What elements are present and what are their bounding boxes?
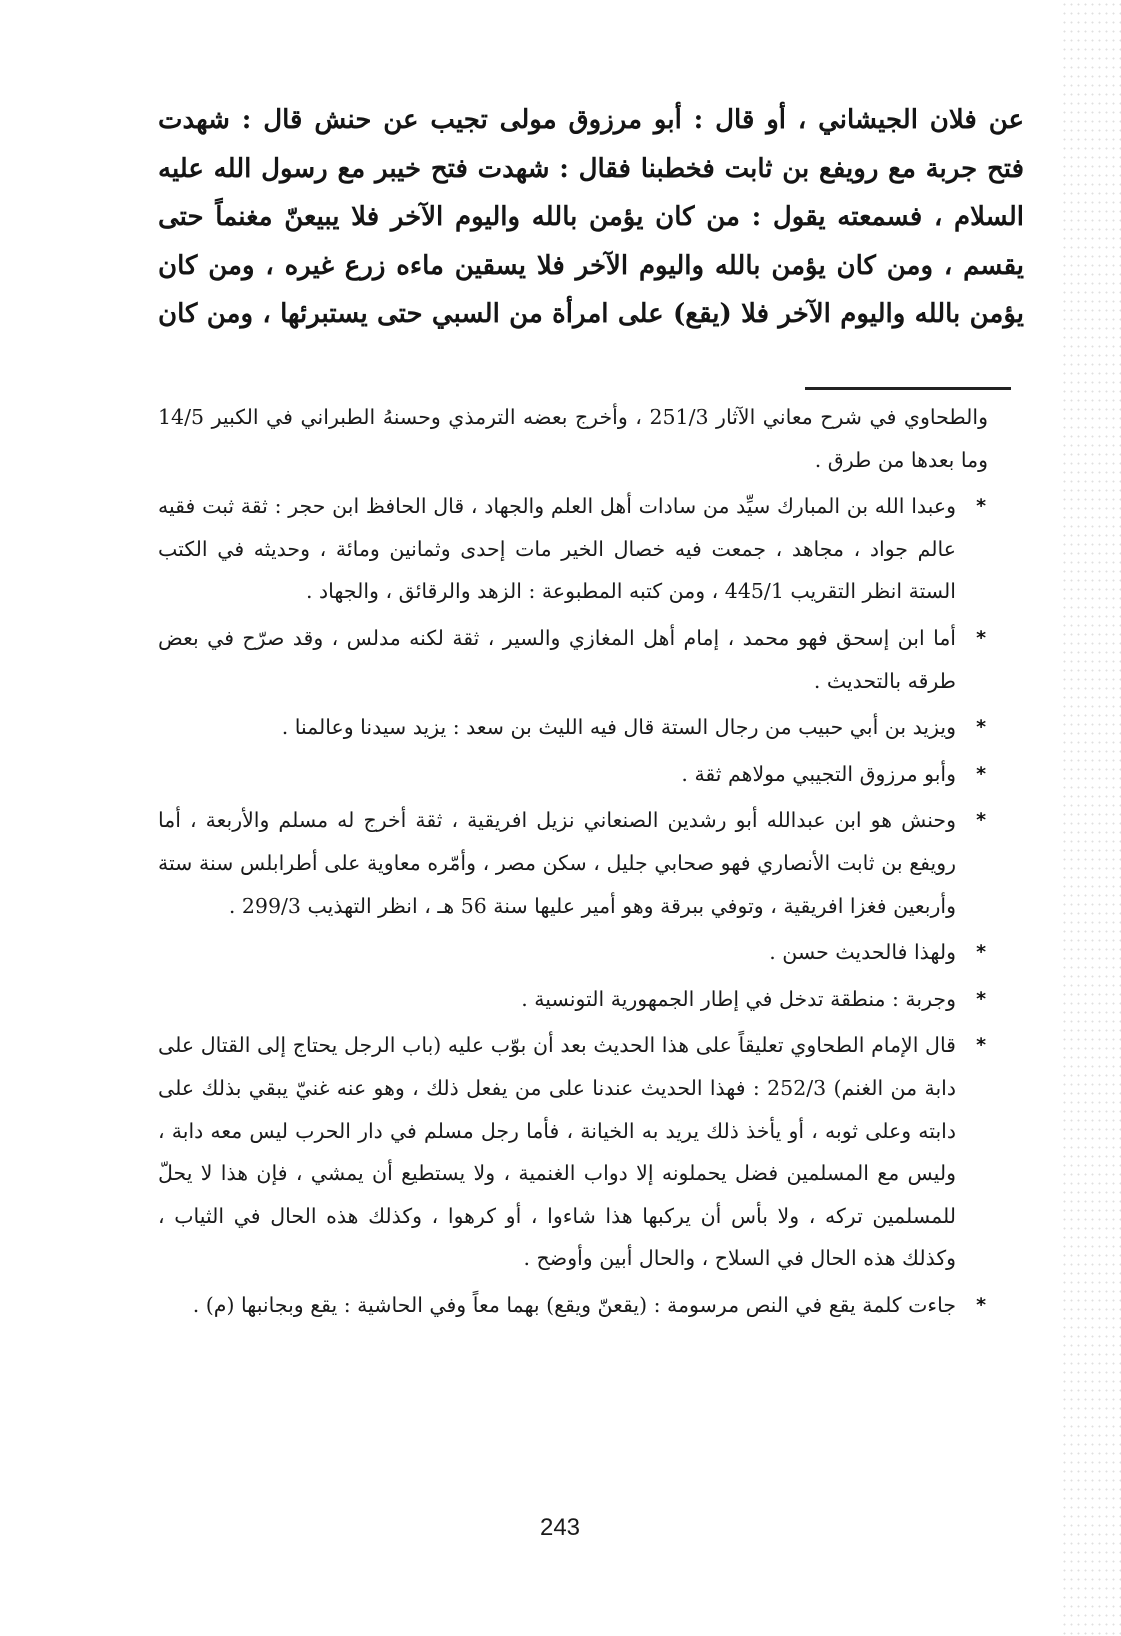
footnote-text: وعبدا الله بن المبارك سيِّد من سادات أهل العلم والجهاد ، قال الحافظ ابن حجر : ثقة ثبت فقيه عالم جواد ، مجاهد ، جمعت فيه خصال الخير مات إحدى وثمانين ومائة ، وحديثه في الكتب الستة انظر التقريب 445/1 ، ومن كتبه المطبوعة : الزهد والرقائق ، والجهاد . [158, 494, 956, 604]
footnote-item [158, 1024, 988, 1280]
page-number: 243 [539, 1514, 581, 1541]
footnote-text: وحنش هو ابن عبدالله أبو رشدين الصنعاني نزيل افريقية ، ثقة أخرج له مسلم والأربعة ، أما رويفع بن ثابت الأنصاري فهو صحابي جليل ، سكن مصر ، وأمّره معاوية على أطرابلس سنة ستة وأربعين فغزا افريقية ، وتوفي ببرقة وهو أمير عليها سنة 56 هـ ، انظر التهذيب 299/3 . [158, 808, 956, 918]
footnote-item [158, 753, 988, 796]
footnote-item [158, 485, 988, 613]
asterisk-marker: * [976, 495, 986, 518]
asterisk-marker: * [976, 987, 986, 1010]
asterisk-marker: * [976, 626, 986, 649]
footnote-text: وجربة : منطقة تدخل في إطار الجمهورية التونسية . [521, 986, 956, 1011]
footnote-separator [805, 387, 1011, 390]
footnote-text: جاءت كلمة يقع في النص مرسومة : (يقعنّ ويقع) بهما معاً وفي الحاشية : يقع وبجانبها (م) . [192, 1292, 956, 1317]
footnote-text: ولهذا فالحديث حسن . [769, 940, 956, 965]
asterisk-marker: * [976, 941, 986, 964]
main-paragraph: عن فلان الجيشاني ، أو قال : أبو مرزوق مولى تجيب عن حنش قال : شهدت فتح جربة مع رويفع بن ثابت فخطبنا فقال : شهدت فتح خيبر مع رسول الله عليه السلام ، فسمعته يقول : من كان يؤمن بالله واليوم الآخر فلا يبيعنّ مغنماً حتى يقسم ، ومن كان يؤمن بالله واليوم الآخر فلا يسقين ماءه زرع غيره ، ومن كان يؤمن بالله واليوم الآخر فلا (يقع) على امرأة من السبي حتى يستبرئها ، ومن كان [158, 105, 1024, 329]
asterisk-marker: * [976, 1293, 986, 1316]
footnote-item [158, 1284, 988, 1327]
footnotes [158, 396, 988, 1330]
footnote-item [158, 799, 988, 927]
asterisk-marker: * [976, 762, 986, 785]
footnote-item [158, 978, 988, 1021]
footnote-continuation: والطحاوي في شرح معاني الآثار 251/3 ، وأخرج بعضه الترمذي وحسنهُ الطبراني في الكبير 14/5 وما بعدها من طرق . [158, 405, 988, 472]
footnote-text: وأبو مرزوق التجيبي مولاهم ثقة . [681, 761, 956, 786]
asterisk-marker: * [976, 716, 986, 739]
page-edge-texture [1061, 0, 1121, 1636]
footnote-text: أما ابن إسحق فهو محمد ، إمام أهل المغازي والسير ، ثقة لكنه مدلس ، وقد صرّح في بعض طرقه بالتحديث . [158, 625, 956, 693]
footnote-item [158, 617, 988, 702]
footnote-item [158, 931, 988, 974]
main-body-text [158, 96, 1024, 339]
asterisk-marker: * [976, 809, 986, 832]
footnote-item [158, 706, 988, 749]
asterisk-marker: * [976, 1034, 986, 1057]
footnote-text: ويزيد بن أبي حبيب من رجال الستة قال فيه الليث بن سعد : يزيد سيدنا وعالمنا . [281, 715, 956, 740]
footnote-text: قال الإمام الطحاوي تعليقاً على هذا الحديث بعد أن بوّب عليه (باب الرجل يحتاج إلى القتال على دابة من الغنم) 252/3 : فهذا الحديث عندنا على من يفعل ذلك ، وهو عنه غنيّ يبقي بذلك على دابته وعلى ثوبه ، أو يأخذ ذلك يريد به الخيانة ، فأما رجل مسلم في دار الحرب ليس معه دابة ، وليس مع المسلمين فضل يحملونه إلا دواب الغنمية ، ولا يستطيع أن يمشي ، فإن هذا لا يحلّ للمسلمين تركه ، ولا بأس أن يركبها هذا شاءوا ، أو كرهوا ، وكذلك هذه الحال في الثياب ، وكذلك هذه الحال في السلاح ، والحال أبين وأوضح . [158, 1033, 957, 1271]
